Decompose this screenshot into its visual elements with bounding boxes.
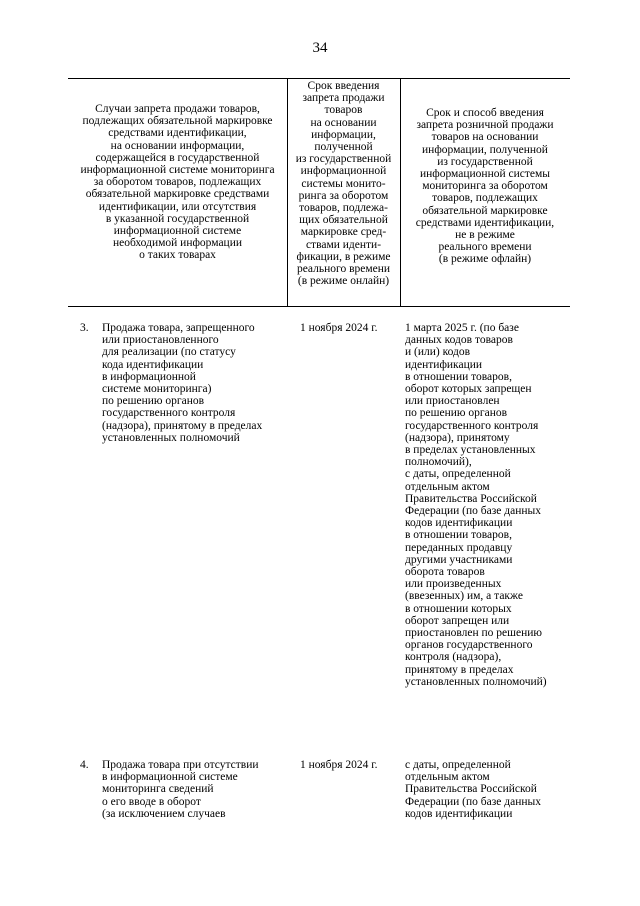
row-number: 3. xyxy=(80,322,89,334)
row-online-date: 1 ноября 2024 г. xyxy=(300,322,378,334)
header-cell-cases: Случаи запрета продажи товаров, подлежащих обязательной маркировке средствами идентификации, на основании информации, содержащейся в государственной информационной системе мониторинга за оборотом товаров, подлежащих обязательной маркировке средствами идентификации, или отсутствия в указанной государственной информационной системе необходимой информации о таких товарах xyxy=(80,103,275,262)
header-cell-online-term: Срок введения запрета продажи товаров на основании информации, полученной из государственной информационной системы монито- ринга за оборотом товаров, подлежа- щих обязательной маркировке сред- ствами иденти- фикации, в режиме реального времени (в режиме онлайн) xyxy=(295,80,392,288)
row-number: 4. xyxy=(80,759,89,771)
table-top-rule xyxy=(68,78,570,79)
row-offline-term: с даты, определенной отдельным актом Правительства Российской Федерации (по базе данных кодов идентификации xyxy=(405,759,542,820)
header-bottom-rule xyxy=(68,306,570,307)
row-case-text: Продажа товара, запрещенного или приостановленного для реализации (по статусу кода идентификации в информационной системе мониторинга) по решению органов государственного контроля (надзора), принятому в пределах установленных полномочий xyxy=(102,322,263,444)
row-offline-term: 1 марта 2025 г. (по базе данных кодов товаров и (или) кодов идентификации в отношении товаров, оборот которых запрещен или приостановлен по решению органов государственного контроля (надзора), принятому в пределах установленных полномочий), с даты, определенной отдельным актом Правительства Российской Федерации (по базе данных кодов идентификации в отношении товаров, переданных продавцу другими участниками оборота товаров или произведенных (ввезенных) им, а также в отношении которых оборот запрещен или приостановлен по решению органов государственного контроля (надзора), принятому в пределах установленных полномочий) xyxy=(405,322,547,688)
row-online-date: 1 ноября 2024 г. xyxy=(300,759,378,771)
row-case-text: Продажа товара при отсутствии в информационной системе мониторинга сведений о его вводе в оборот (за исключением случаев xyxy=(102,759,259,820)
header-cell-offline-term: Срок и способ введения запрета розничной продажи товаров на основании информации, полученной из государственной информационной системы мониторинга за оборотом товаров, подлежащих обязательной маркировке средствами идентификации, не в режиме реального времени (в режиме офлайн) xyxy=(415,107,555,266)
page-number: 34 xyxy=(312,40,328,56)
